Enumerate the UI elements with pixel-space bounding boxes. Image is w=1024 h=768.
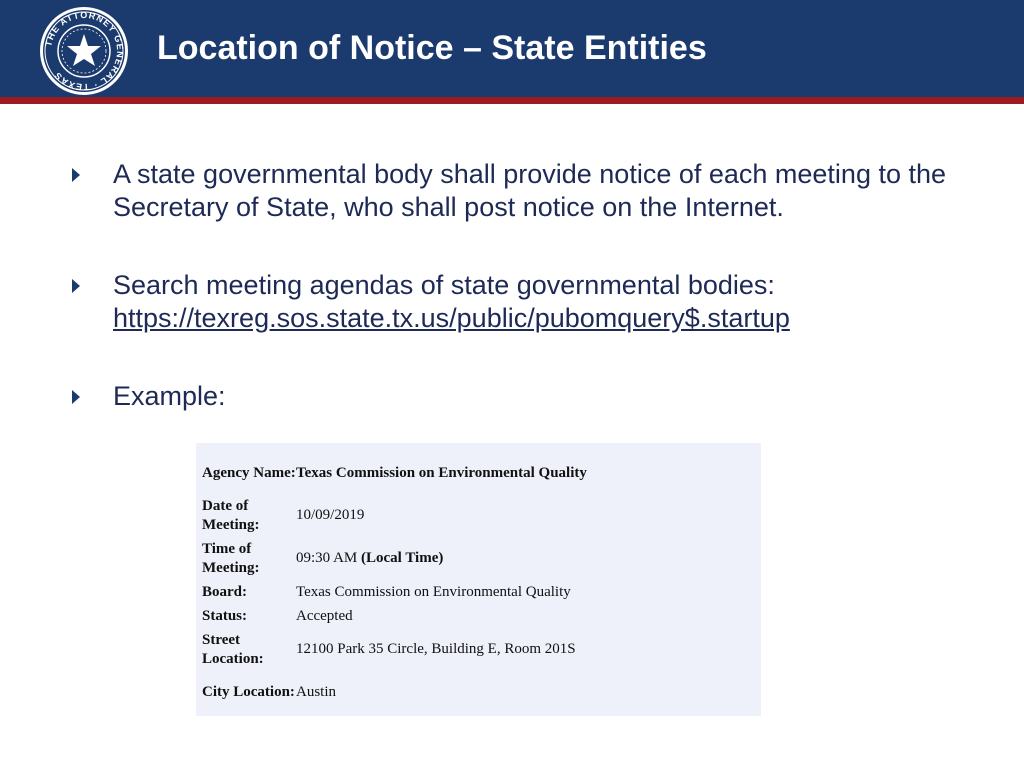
field-value: Texas Commission on Environmental Quality	[296, 464, 587, 481]
table-row	[202, 580, 587, 604]
seal-text: THE ATTORNEY GENERAL · TEXAS	[43, 9, 126, 93]
sos-query-link[interactable]: https://texreg.sos.state.tx.us/public/pubomquery$.startup	[113, 303, 790, 333]
bullet-text: A state governmental body shall provide notice of each meeting to the Secretary of State, who shall post notice on the Internet.	[113, 159, 947, 222]
field-value: Austin	[296, 684, 337, 700]
field-value-cell	[296, 537, 587, 580]
field-label: Status:	[202, 607, 248, 624]
field-value-suffix: (Local Time)	[361, 550, 444, 566]
field-value: 09:30 AM	[296, 550, 358, 566]
field-label: Board:	[202, 583, 247, 600]
table-row	[202, 671, 587, 714]
field-label: Date of Meeting:	[202, 497, 260, 533]
bullet-text: Search meeting agendas of state governmental bodies:	[113, 270, 775, 300]
header-stripe	[0, 97, 1024, 104]
meeting-details-table	[202, 452, 587, 714]
example-meeting-notice	[196, 443, 761, 716]
table-row	[202, 452, 587, 494]
bullet-text-block	[113, 269, 993, 335]
bullet-text: Example:	[113, 381, 226, 411]
triangle-bullet-icon	[72, 390, 80, 404]
triangle-bullet-icon	[72, 168, 80, 182]
star-seal-icon	[38, 5, 130, 97]
slide-header	[0, 0, 1024, 97]
field-label: Street Location:	[202, 631, 264, 667]
table-row	[202, 537, 587, 580]
field-value: Accepted	[296, 607, 353, 624]
table-row	[202, 604, 587, 628]
field-value: 12100 Park 35 Circle, Building E, Room 201S	[296, 641, 576, 657]
field-value: Texas Commission on Environmental Quality	[296, 583, 571, 600]
page-title: Location of Notice – State Entities	[157, 29, 707, 67]
field-value: 10/09/2019	[296, 507, 365, 523]
table-row	[202, 494, 587, 537]
field-label: Time of Meeting:	[202, 540, 260, 576]
field-label: Agency Name:	[202, 464, 296, 481]
triangle-bullet-icon	[72, 279, 80, 293]
field-label: City Location:	[202, 684, 295, 700]
table-row	[202, 628, 587, 671]
